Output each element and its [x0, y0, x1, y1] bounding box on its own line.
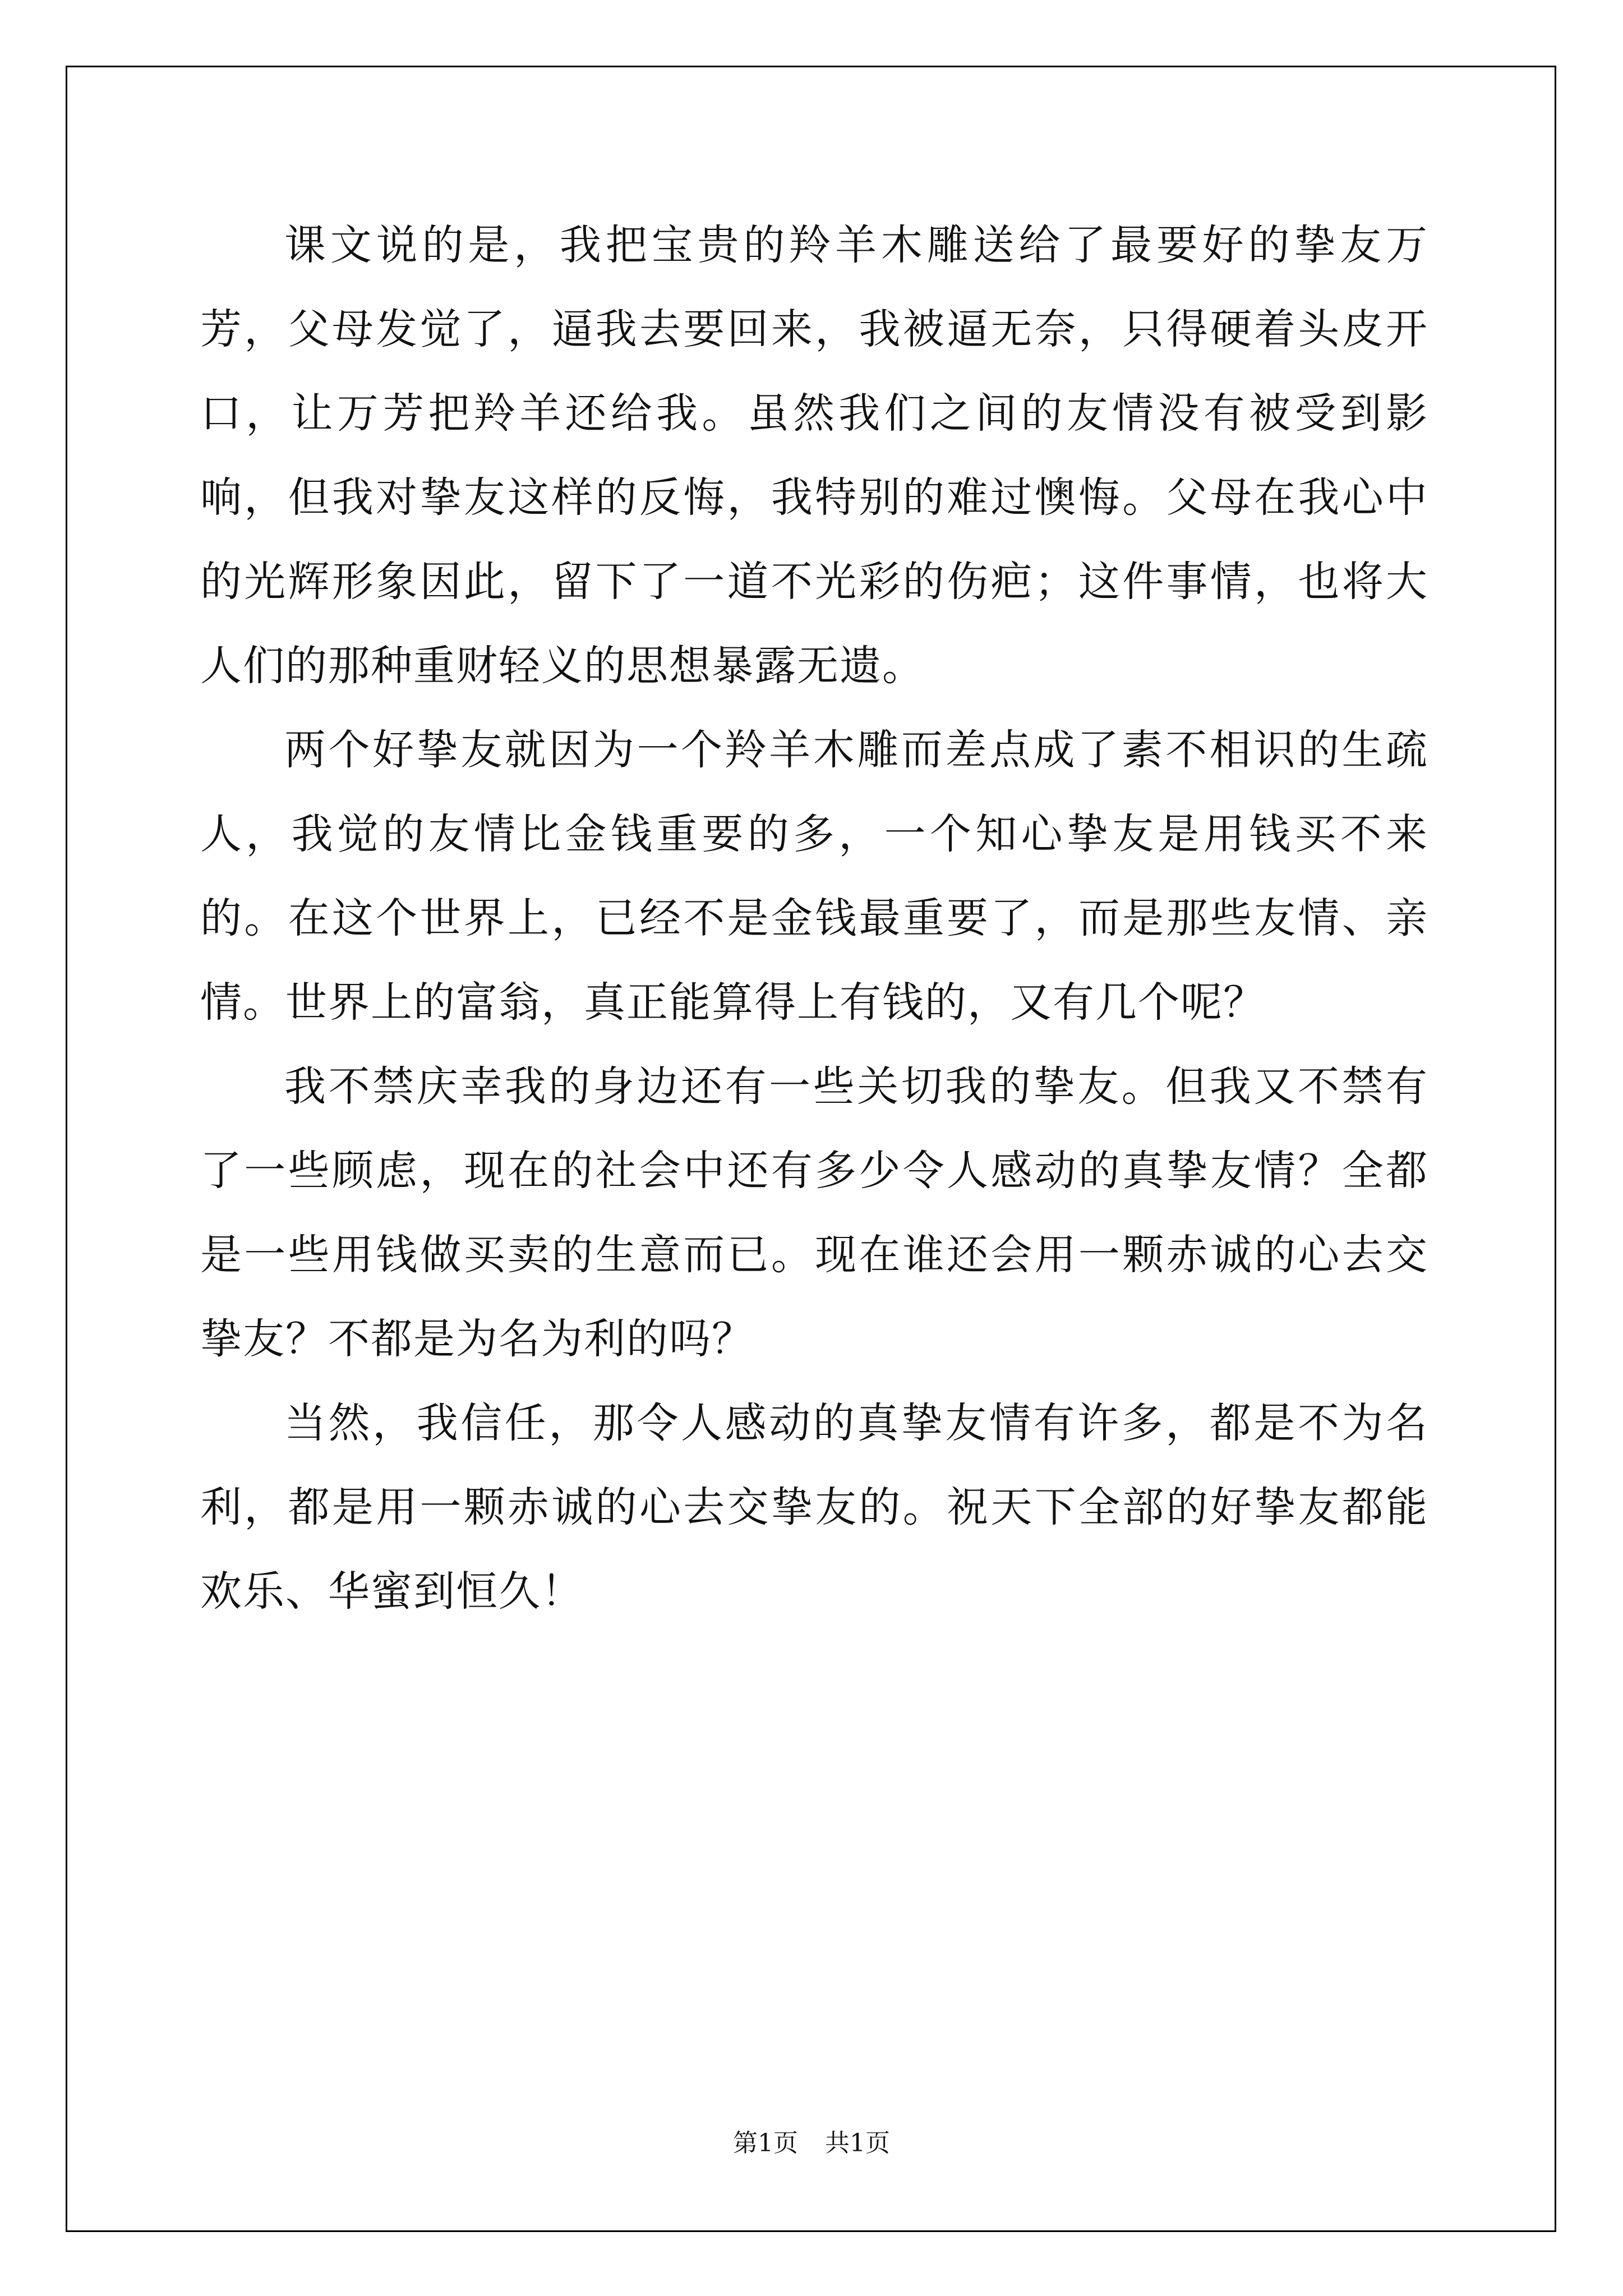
document-body	[200, 203, 1428, 1634]
paragraph-3: 我不禁庆幸我的身边还有一些关切我的挚友。但我又不禁有了一些顾虑，现在的社会中还有多少令人感动的真挚友情？全都是一些用钱做买卖的生意而已。现在谁还会用一颗赤诚的心去交挚友？不都是为名为利的吗？	[200, 1062, 1428, 1363]
paragraph-4: 当然，我信任，那令人感动的真挚友情有许多，都是不为名利，都是用一颗赤诚的心去交挚友的。祝天下全部的好挚友都能欢乐、华蜜到恒久！	[200, 1399, 1428, 1616]
paragraph-2: 两个好挚友就因为一个羚羊木雕而差点成了素不相识的生疏人，我觉的友情比金钱重要的多，一个知心挚友是用钱买不来的。在这个世界上，已经不是金钱最重要了，而是那些友情、亲情。世界上的富翁，真正能算得上有钱的，又有几个呢？	[200, 726, 1428, 1027]
paragraph-1: 课文说的是，我把宝贵的羚羊木雕送给了最要好的挚友万芳，父母发觉了，逼我去要回来，我被逼无奈，只得硬着头皮开口，让万芳把羚羊还给我。虽然我们之间的友情没有被受到影响，但我对挚友这样的反悔，我特别的难过懊悔。父母在我心中的光辉形象因此，留下了一道不光彩的伤疤；这件事情，也将大人们的那种重财轻义的思想暴露无遗。	[200, 221, 1428, 690]
page-footer	[0, 2128, 1623, 2159]
page-total: 共1页	[825, 2129, 890, 2157]
page-number: 第1页	[733, 2129, 798, 2157]
